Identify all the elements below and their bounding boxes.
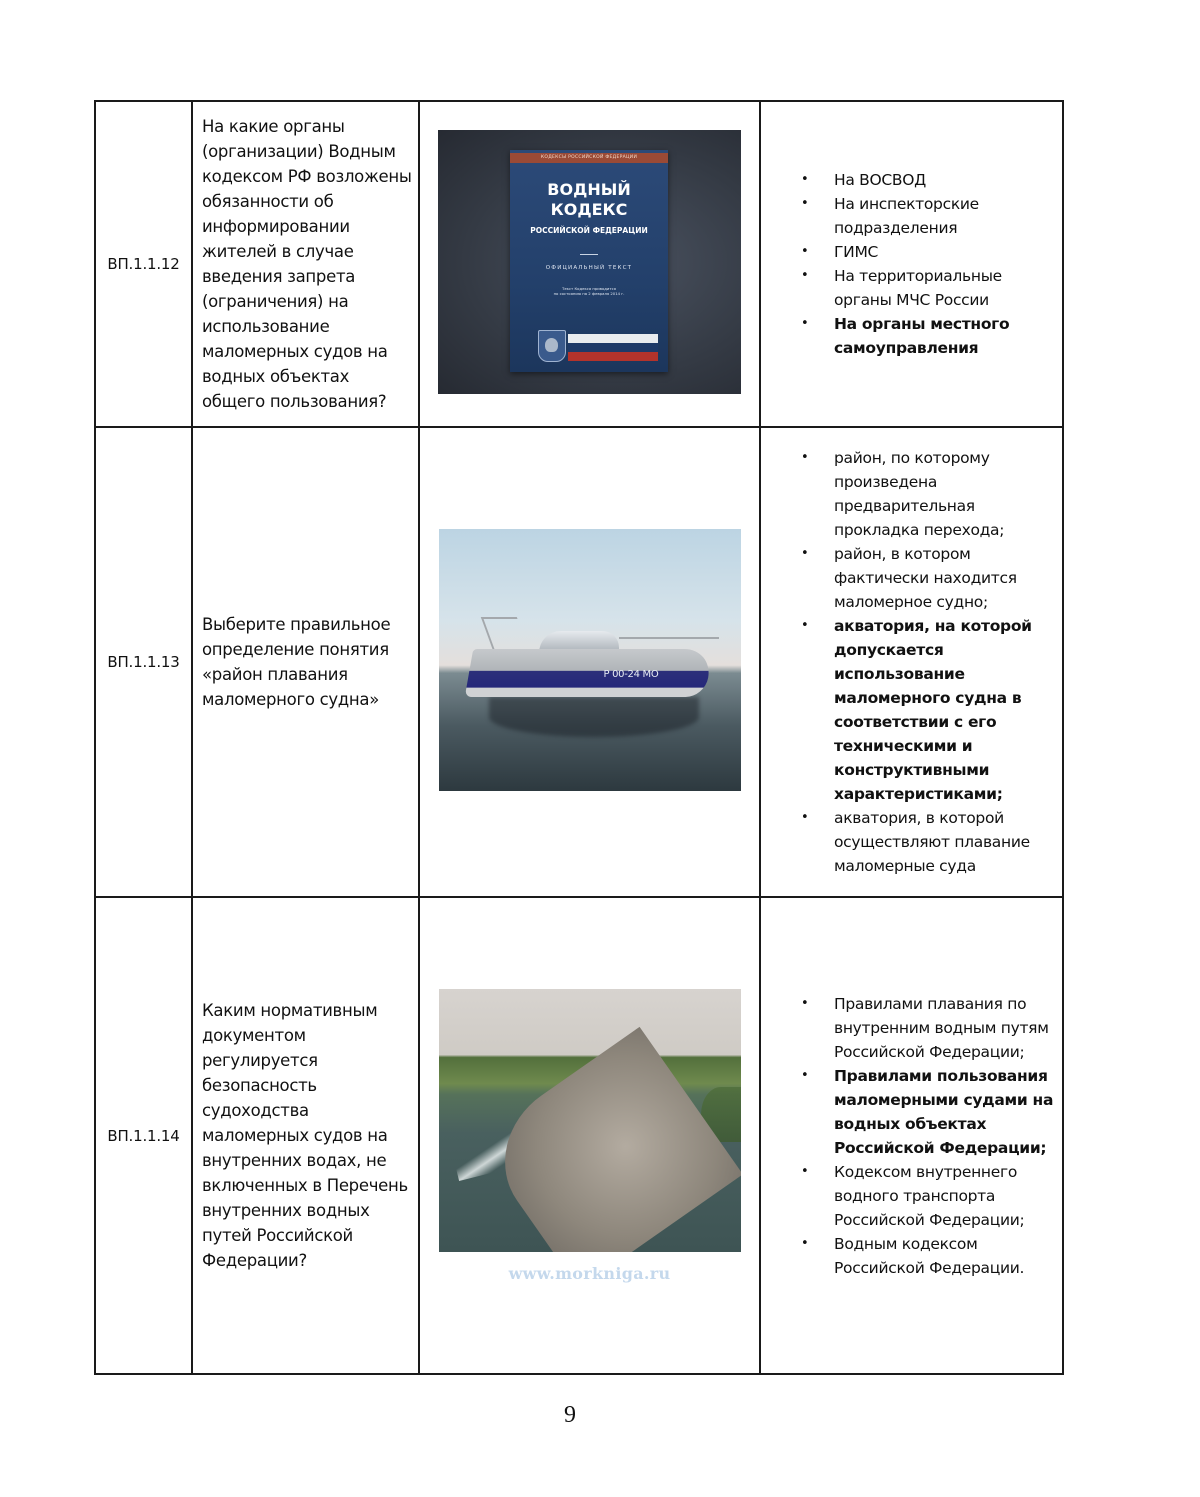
answer-text: На органы местного самоуправления: [834, 315, 1010, 357]
answer-text: Правилами плавания по внутренним водным путям Российской Федерации;: [834, 994, 1049, 1061]
bullet-icon: •: [801, 244, 809, 259]
boat-reflection: [489, 697, 699, 737]
answer-text: Водным кодексом Российской Федерации.: [834, 1234, 1025, 1277]
question-id: ВП.1.1.12: [95, 101, 192, 427]
answer-option: [761, 240, 1054, 264]
questions-table: [94, 100, 1064, 1375]
answer-text: акватория, на которой допускается использование маломерного судна в соответствии с его техническими и конструктивными характеристиками;: [834, 617, 1032, 803]
boat-registration: Р 00-24 МО: [603, 669, 659, 680]
answer-text: район, по которому произведена предварительная прокладка перехода;: [834, 449, 1005, 539]
book-note: [510, 286, 668, 296]
boat-hull: [464, 649, 712, 697]
answer-text: акватория, в которой осуществляют плавание маломерные суда: [834, 809, 1030, 875]
answer-option: [761, 446, 1054, 542]
flag-stripe-red: [568, 352, 658, 361]
flag-stripe-blue: [568, 343, 658, 352]
watermark: www.morkniga.ru: [508, 1263, 671, 1283]
flag-stripe-white: [568, 334, 658, 343]
book-title: [510, 180, 668, 220]
book-title-line: КОДЕКС: [550, 200, 628, 219]
boat-arch: [480, 617, 528, 651]
bullet-icon: •: [801, 172, 809, 187]
question-text: На какие органы (организации) Водным кодексом РФ возложены обязанности об информировании жителей в случае введения запрета (ограничения) на использование маломерных судов на водных объектах общего пользования?: [192, 101, 419, 427]
answer-option: [761, 542, 1054, 614]
bullet-icon: •: [801, 995, 809, 1011]
answers-cell: [760, 427, 1063, 897]
book-note-line: по состоянию на 2 февраля 2014 г.: [553, 291, 625, 296]
answer-option: [761, 992, 1054, 1064]
bullet-icon: •: [801, 450, 809, 465]
table-row: [95, 897, 1063, 1374]
bullet-icon: •: [801, 810, 809, 825]
divider: [580, 254, 598, 255]
answer-text: Кодексом внутреннего водного транспорта Российской Федерации;: [834, 1162, 1025, 1229]
page-number: 9: [564, 1402, 576, 1428]
coat-of-arms-icon: [538, 330, 566, 362]
water-code-book-image: [438, 130, 741, 394]
answer-option: [761, 1232, 1054, 1280]
bullet-icon: •: [801, 1235, 809, 1251]
river-bank: [475, 1026, 740, 1251]
answer-option-correct: [761, 614, 1054, 806]
motor-boat-image: [439, 529, 741, 791]
illustration-cell: [419, 101, 760, 427]
answer-text: На территориальные органы МЧС России: [834, 267, 1002, 309]
answer-option: [761, 1160, 1054, 1232]
answers-cell: [760, 101, 1063, 427]
table-row: [95, 101, 1063, 427]
book-cover: [510, 150, 668, 372]
question-text: Выберите правильное определение понятия «район плавания маломерного судна»: [192, 427, 419, 897]
book-band-text: КОДЕКСЫ РОССИЙСКОЙ ФЕДЕРАЦИИ: [510, 153, 668, 163]
answers-cell: [760, 897, 1063, 1374]
question-id: ВП.1.1.13: [95, 427, 192, 897]
bullet-icon: •: [801, 196, 809, 211]
bullet-icon: •: [801, 618, 809, 633]
illustration-cell: [419, 897, 760, 1374]
answer-option: [761, 264, 1054, 312]
answer-text: На ВОСВОД: [834, 171, 926, 189]
question-id: ВП.1.1.14: [95, 897, 192, 1374]
book-subtitle: РОССИЙСКОЙ ФЕДЕРАЦИИ: [530, 226, 648, 235]
answer-option-correct: [761, 312, 1054, 360]
question-text: Каким нормативным документом регулируется безопасность судоходства маломерных судов на внутренних водах, не включенных в Перечень внутренних водных путей Российской Федерации?: [192, 897, 419, 1374]
bullet-icon: •: [801, 546, 809, 561]
book-official-label: ОФИЦИАЛЬНЫЙ ТЕКСТ: [545, 265, 633, 271]
bullet-icon: •: [801, 1067, 809, 1083]
answer-list: [761, 168, 1054, 360]
book-note-line: Текст Кодекса приводится: [562, 286, 616, 291]
answer-text: район, в котором фактически находится маломерное судно;: [834, 545, 1017, 611]
river-boat-image: [439, 989, 741, 1252]
answer-option: [761, 192, 1054, 240]
bullet-icon: •: [801, 1163, 809, 1179]
answer-text: На инспекторские подразделения: [834, 195, 979, 237]
bullet-icon: •: [801, 268, 809, 283]
bullet-icon: •: [801, 316, 809, 331]
answer-option: [761, 806, 1054, 878]
illustration-cell: [419, 427, 760, 897]
answer-option: [761, 168, 1054, 192]
answer-list: [761, 446, 1054, 878]
table-row: [95, 427, 1063, 897]
answer-list: [761, 992, 1054, 1280]
answer-text: Правилами пользования маломерными судами на водных объектах Российской Федерации;: [834, 1066, 1054, 1157]
book-title-line: ВОДНЫЙ: [547, 180, 631, 199]
answer-option-correct: [761, 1064, 1054, 1160]
answer-text: ГИМС: [834, 243, 879, 261]
